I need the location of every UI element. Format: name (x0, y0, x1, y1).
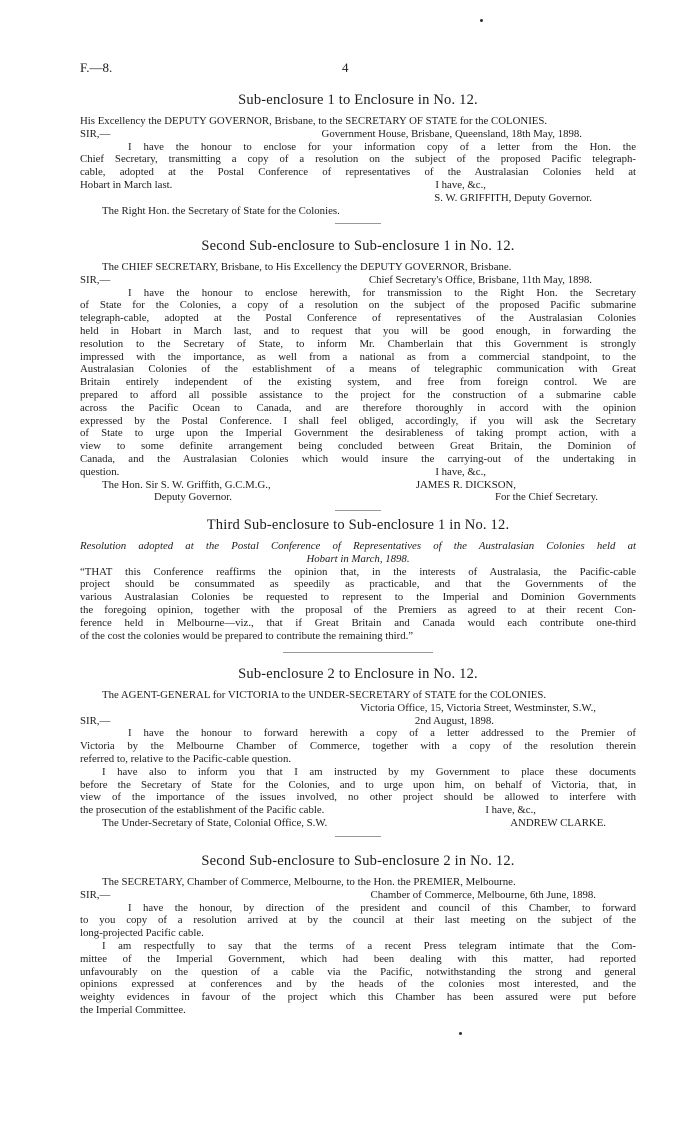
body-line: prepared to afford all possible assistance to the project for the construction of a submarine cable (80, 388, 636, 401)
body-line: of State to urge upon the Imperial Government the desirableness of taking prompt action, with a (80, 427, 636, 440)
body-line-last: the prosecution of the establishment of the Pacific cable. (80, 804, 325, 817)
salutation-row (80, 889, 636, 902)
signature-row (80, 491, 636, 504)
salutation-row (80, 274, 636, 287)
signature: S. W. GRIFFITH, Deputy Governor. (434, 191, 592, 204)
signature: JAMES R. DICKSON, (415, 478, 516, 491)
body-line: Australasian Colonies of the establishment of a means of telegraphic communication with Great (80, 363, 636, 376)
divider (283, 652, 433, 653)
section-heading: Sub-enclosure 2 to Enclosure in No. 12. (238, 666, 478, 682)
body-line: I have the honour, by direction of the president and council of this Chamber, to forward (128, 901, 636, 914)
body-line: cable, adopted at the Postal Conference of representatives of the Australasian Colonies held at (80, 166, 636, 179)
body-line-last: Hobart in March last. (80, 178, 173, 191)
body-line: expressed by the Postal Conference. I shall feel obliged, accordingly, if you will ask the Secretary (80, 414, 636, 427)
body-line: Victoria by the Melbourne Chamber of Commerce, together with a copy of the resolution therein (80, 740, 636, 753)
resolution-subtitle: Hobart in March, 1898. (306, 552, 410, 565)
closing: I have, &c., (435, 465, 486, 478)
section-sub-enclosure-2 (80, 665, 636, 837)
body-line: mittee of the Imperial Government, which had been dealing with this matter, had reported (80, 952, 636, 965)
page-reference: F.—8. (80, 60, 113, 75)
letter-address: The AGENT-GENERAL for VICTORIA to the UNDER-SECRETARY of STATE for the COLONIES. (102, 689, 547, 701)
body-line: view to some definite arrangement being concluded between Great Britain, the Dominion of (80, 440, 636, 453)
place: Victoria Office, 15, Victoria Street, Westminster, S.W., (360, 701, 596, 714)
salutation: SIR,— (80, 888, 111, 901)
letter-address: His Excellency the DEPUTY GOVERNOR, Brisbane, to the SECRETARY OF STATE for the COLONIES. (80, 115, 548, 127)
body-line: I have also to inform you that I am instructed by my Government to place these documents (102, 765, 636, 778)
body-line: before the Secretary of State for the Colonies, and to urge upon him, on behalf of Victoria, that, in (80, 778, 636, 791)
place-date: Chief Secretary's Office, Brisbane, 11th May, 1898. (368, 273, 592, 286)
body-line: view of the importance of the issues involved, no other project should be allowed to interfere with (80, 791, 636, 804)
signature: For the Chief Secretary. (494, 491, 598, 504)
closing: I have, &c., (435, 178, 486, 191)
quote-line: project should be consummated as speedily as practicable, and that the Governments of the (80, 578, 636, 591)
divider (335, 836, 381, 837)
closing-row (80, 179, 636, 192)
body-line-last: question. (80, 465, 120, 478)
quote-line: “THAT this Conference reaffirms the opinion that, in the interests of Australasia, the Pacific-cable (80, 565, 636, 578)
recipient: The Right Hon. the Secretary of State for the Colonies. (102, 204, 340, 217)
letter-address: The SECRETARY, Chamber of Commerce, Melbourne, to the Hon. the PREMIER, Melbourne. (102, 876, 516, 888)
body-line: of State for the Colonies, a copy of a resolution on the subject of the proposed Pacific submarine (80, 299, 636, 312)
speck-mark (459, 1032, 462, 1035)
body-line: held in Hobart in March last, and to request that you will be good enough, in forwarding the (80, 324, 636, 337)
page-number: 4 (342, 60, 349, 75)
body-line: I have the honour to forward herewith a copy of a letter addressed to the Premier of (128, 727, 636, 740)
section-heading: Third Sub-enclosure to Sub-enclosure 1 in No. 12. (206, 517, 510, 533)
speck-mark (480, 19, 483, 22)
quote-line: ference held in Melbourne—viz., that if Great Britain and Canada would each contribute one-third (80, 616, 636, 629)
body-line-last: the Imperial Committee. (80, 1003, 186, 1016)
body-line-last: long-projected Pacific cable. (80, 927, 204, 940)
salutation: SIR,— (80, 273, 111, 286)
signature-row (80, 479, 636, 492)
body-line: resolution to the Secretary of State, to inform Mr. Chamberlain that this Government is strongly (80, 337, 636, 350)
body-line: Britain entirely independent of the existing system, and free from foreign control. We are (80, 376, 636, 389)
divider (335, 223, 381, 224)
section-heading: Sub-enclosure 1 to Enclosure in No. 12. (238, 92, 478, 108)
body-line: I have the honour to enclose for your information copy of a letter from the Hon. the (128, 140, 636, 153)
body-line: Canada, and the Australasian Colonies which would insure the carrying-out of the undertaking in (80, 452, 636, 465)
signature: ANDREW CLARKE. (510, 816, 606, 829)
section-heading: Second Sub-enclosure to Sub-enclosure 2 in No. 12. (201, 853, 515, 869)
body-line-last: referred to, relative to the Pacific-cable question. (80, 752, 292, 765)
body-line: weighty evidences in favour of the project which this Chamber has been assured were put before (80, 991, 636, 1004)
quote-line-last: of the cost the colonies would be prepared to contribute the remaining third.” (80, 629, 414, 642)
salutation: SIR,— (80, 127, 111, 140)
body-line: I am respectfully to say that the terms of a recent Press telegram intimate that the Com- (102, 939, 636, 952)
place-date: Government House, Brisbane, Queensland, 18th May, 1898. (321, 127, 582, 140)
resolution-subtitle: Resolution adopted at the Postal Conference of Representatives of the Australasian Colonies held at (80, 540, 636, 552)
quote-line: various Australasian Colonies be requested to represent to the Imperial and Dominion Governments (80, 591, 636, 604)
body-line: impressed with the importance, as well from a national as from a commercial standpoint, to the (80, 350, 636, 363)
body-line: to you copy of a resolution arrived at by the council at their last meeting on the subject of the (80, 914, 636, 927)
salutation: SIR,— (80, 714, 111, 727)
body-line: I have the honour to enclose herewith, for transmission to the Right Hon. the Secretary (128, 286, 636, 299)
salutation-row (80, 128, 636, 141)
signature-row (80, 817, 636, 830)
closing-row (80, 466, 636, 479)
date: 2nd August, 1898. (414, 714, 494, 727)
section-third-sub-enclosure-1 (80, 516, 636, 653)
body-line: unfavourably on the question of a cable via the Pacific, notwithstanding the strong and general (80, 965, 636, 978)
recipient: Deputy Governor. (154, 491, 232, 504)
section-sub-enclosure-1 (80, 91, 636, 224)
body-line: Chief Secretary, transmitting a copy of a resolution on the subject of the proposed Pacific telegraph- (80, 153, 636, 166)
section-heading: Second Sub-enclosure to Sub-enclosure 1 in No. 12. (201, 238, 515, 254)
section-second-sub-enclosure-2 (80, 852, 636, 1017)
divider (335, 510, 381, 511)
body-line: opinions expressed at conferences and by the heads of the colonies most interested, and the (80, 978, 636, 991)
place-date: Chamber of Commerce, Melbourne, 6th June, 1898. (370, 888, 596, 901)
body-line: across the Pacific Ocean to Canada, and are therefore thoroughly in accord with the opinion (80, 401, 636, 414)
quote-line: the foregoing opinion, together with the proposal of the Premiers as agreed to at their recent Con- (80, 603, 636, 616)
section-second-sub-enclosure-1 (80, 237, 636, 511)
closing-row (80, 804, 636, 817)
closing: I have, &c., (485, 804, 536, 817)
recipient: The Under-Secretary of State, Colonial Office, S.W. (102, 816, 328, 829)
letter-address: The CHIEF SECRETARY, Brisbane, to His Excellency the DEPUTY GOVERNOR, Brisbane. (102, 261, 512, 273)
recipient: The Hon. Sir S. W. Griffith, G.C.M.G., (102, 478, 271, 491)
salutation-row (80, 715, 636, 728)
body-line: telegraph-cable, adopted at the Postal Conference of representatives of the Australasian Colonies (80, 312, 636, 325)
